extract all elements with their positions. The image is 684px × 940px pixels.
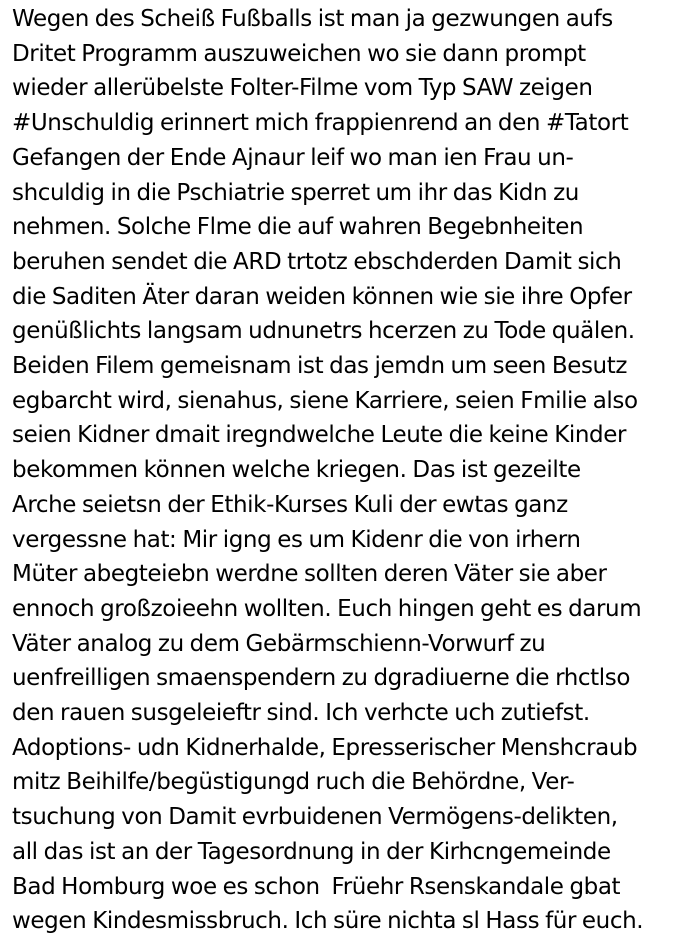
text-line: egbarcht wird, sienahus, siene Karriere, seien Fmilie also	[12, 387, 638, 414]
text-line: den rauen susgeleieftr sind. Ich verhcte uch zutiefst.	[12, 700, 590, 727]
text-line: uenfreilligen smaenspendern zu dgradiuerne die rhctlso	[12, 665, 631, 692]
text-line: Beiden Filem gemeisnam ist das jemdn um seen Besutz	[12, 353, 627, 380]
body-text	[12, 2, 682, 939]
text-line: Bad Homburg woe es schon Früehr Rsenskandale gbat	[12, 873, 621, 900]
text-line: beruhen sendet die ARD trtotz ebschderden Damit sich	[12, 248, 622, 275]
text-line: Väter analog zu dem Gebärmschienn-Vorwurf zu	[12, 630, 546, 657]
text-line: Gefangen der Ende Ajnaur leif wo man ien Frau un-	[12, 144, 574, 171]
text-line: Müter abegteiebn werdne sollten deren Väter sie aber	[12, 561, 607, 588]
text-line: nehmen. Solche Flme die auf wahren Begebnheiten	[12, 214, 584, 241]
text-line: Arche seietsn der Ethik-Kurses Kuli der ewtas ganz	[12, 491, 568, 518]
text-line: Dritet Programm auszuweichen wo sie dann prompt	[12, 40, 586, 67]
text-line: die Saditen Äter daran weiden können wie sie ihre Opfer	[12, 283, 632, 310]
text-line: all das ist an der Tagesordnung in der Kirhcngemeinde	[12, 838, 611, 865]
text-line: mitz Beihilfe/begüstigungd ruch die Behördne, Ver-	[12, 769, 575, 796]
text-line: bekommen können welche kriegen. Das ist gezeilte	[12, 457, 581, 484]
text-line: shculdig in die Pschiatrie sperret um ihr das Kidn zu	[12, 179, 579, 206]
text-line: genüßlichts langsam udnunetrs hcerzen zu Tode quälen.	[12, 318, 635, 345]
text-line: wieder allerübelste Folter-Filme vom Typ SAW zeigen	[12, 75, 593, 102]
text-line: seien Kidner dmait iregndwelche Leute die keine Kinder	[12, 422, 627, 449]
text-line: wegen Kindesmissbruch. Ich süre nichta sl Hass für euch.	[12, 908, 644, 935]
text-line: #Unschuldig erinnert mich frappienrend an den #Tatort	[12, 110, 629, 137]
text-line: Adoptions- udn Kidnerhalde, Epresserischer Menshcraub	[12, 734, 638, 761]
text-line: Wegen des Scheiß Fußballs ist man ja gezwungen aufs	[12, 6, 613, 32]
text-line: tsuchung von Damit evrbuidenen Vermögens-delikten,	[12, 804, 618, 831]
text-line: ennoch großzoieehn wollten. Euch hingen geht es darum	[12, 595, 642, 622]
text-line: vergessne hat: Mir igng es um Kidenr die von irhern	[12, 526, 581, 553]
